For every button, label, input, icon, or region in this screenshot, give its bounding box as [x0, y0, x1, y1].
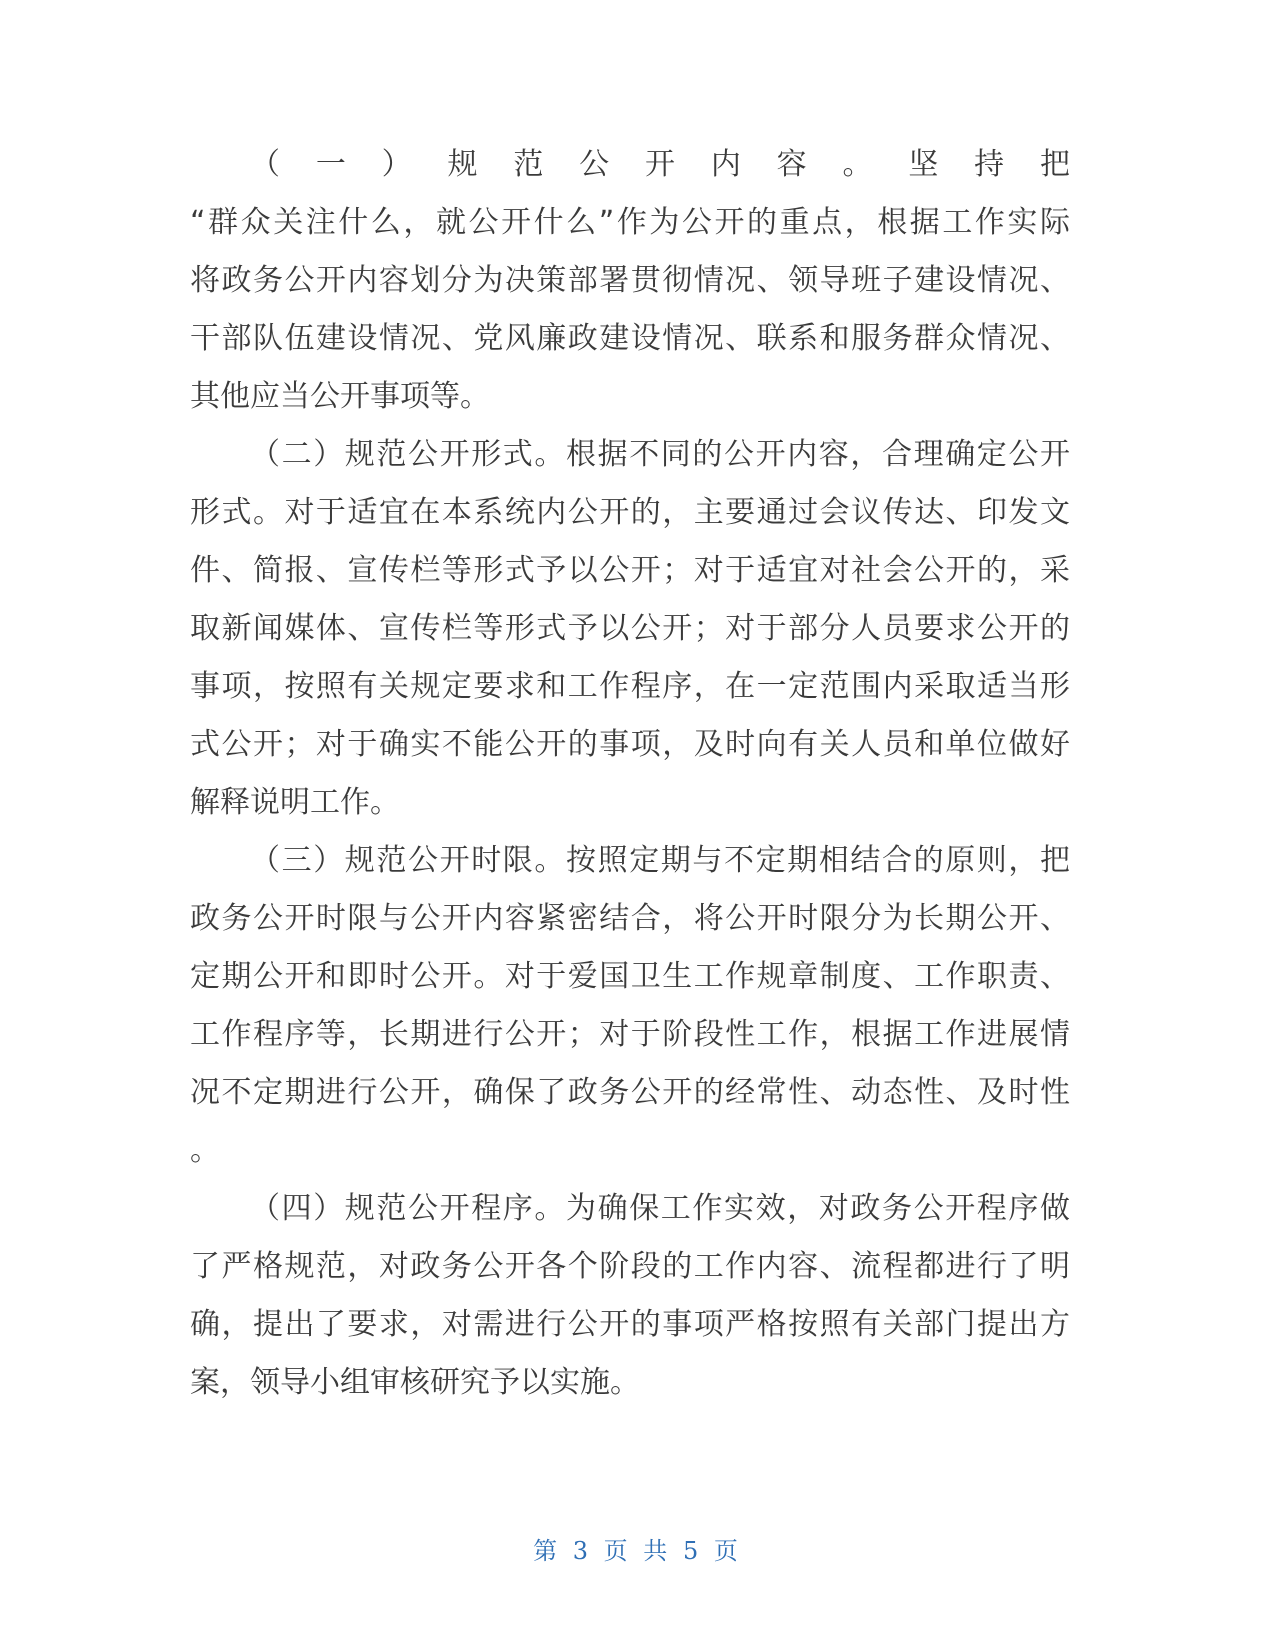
- paragraph-4-line-2: 了严格规范，对政务公开各个阶段的工作内容、流程都进行了明: [190, 1249, 1070, 1284]
- paragraph-3-line-4: 工作程序等，长期进行公开；对于阶段性工作，根据工作进展情: [190, 1017, 1070, 1052]
- paragraph-1-line-2: “群众关注什么，就公开什么”作为公开的重点，根据工作实际: [190, 205, 1070, 240]
- paragraph-2-line-7: 解释说明工作。: [190, 785, 400, 820]
- paragraph-2-line-2: 形式。对于适宜在本系统内公开的，主要通过会议传达、印发文: [190, 495, 1070, 530]
- paragraph-3-line-1: （三）规范公开时限。按照定期与不定期相结合的原则，把: [250, 843, 1070, 878]
- paragraph-4-line-1: （四）规范公开程序。为确保工作实效，对政务公开程序做: [250, 1191, 1070, 1226]
- paragraph-1-line-1: （一）规范公开内容。坚持把: [250, 147, 1070, 182]
- paragraph-2-line-1: （二）规范公开形式。根据不同的公开内容，合理确定公开: [250, 437, 1070, 472]
- paragraph-1-line-5: 其他应当公开事项等。: [190, 379, 490, 414]
- paragraph-2-line-5: 事项，按照有关规定要求和工作程序，在一定范围内采取适当形: [190, 669, 1070, 704]
- paragraph-2-line-6: 式公开；对于确实不能公开的事项，及时向有关人员和单位做好: [190, 727, 1070, 762]
- paragraph-1-line-3: 将政务公开内容划分为决策部署贯彻情况、领导班子建设情况、: [190, 263, 1070, 298]
- page-number-footer: 第 3 页 共 5 页: [533, 1537, 742, 1565]
- paragraph-1-line-4: 干部队伍建设情况、党风廉政建设情况、联系和服务群众情况、: [190, 321, 1070, 356]
- paragraph-3-line-3: 定期公开和即时公开。对于爱国卫生工作规章制度、工作职责、: [190, 959, 1070, 994]
- paragraph-3-line-2: 政务公开时限与公开内容紧密结合，将公开时限分为长期公开、: [190, 901, 1070, 936]
- paragraph-2-line-4: 取新闻媒体、宣传栏等形式予以公开；对于部分人员要求公开的: [190, 611, 1070, 646]
- paragraph-4-line-4: 案，领导小组审核研究予以实施。: [190, 1365, 640, 1400]
- paragraph-2-line-3: 件、简报、宣传栏等形式予以公开；对于适宜对社会公开的，采: [190, 553, 1070, 588]
- paragraph-3-line-5: 况不定期进行公开，确保了政务公开的经常性、动态性、及时性: [190, 1075, 1070, 1110]
- paragraph-4-line-3: 确，提出了要求，对需进行公开的事项严格按照有关部门提出方: [190, 1307, 1070, 1342]
- paragraph-3-line-6: 。: [190, 1133, 220, 1168]
